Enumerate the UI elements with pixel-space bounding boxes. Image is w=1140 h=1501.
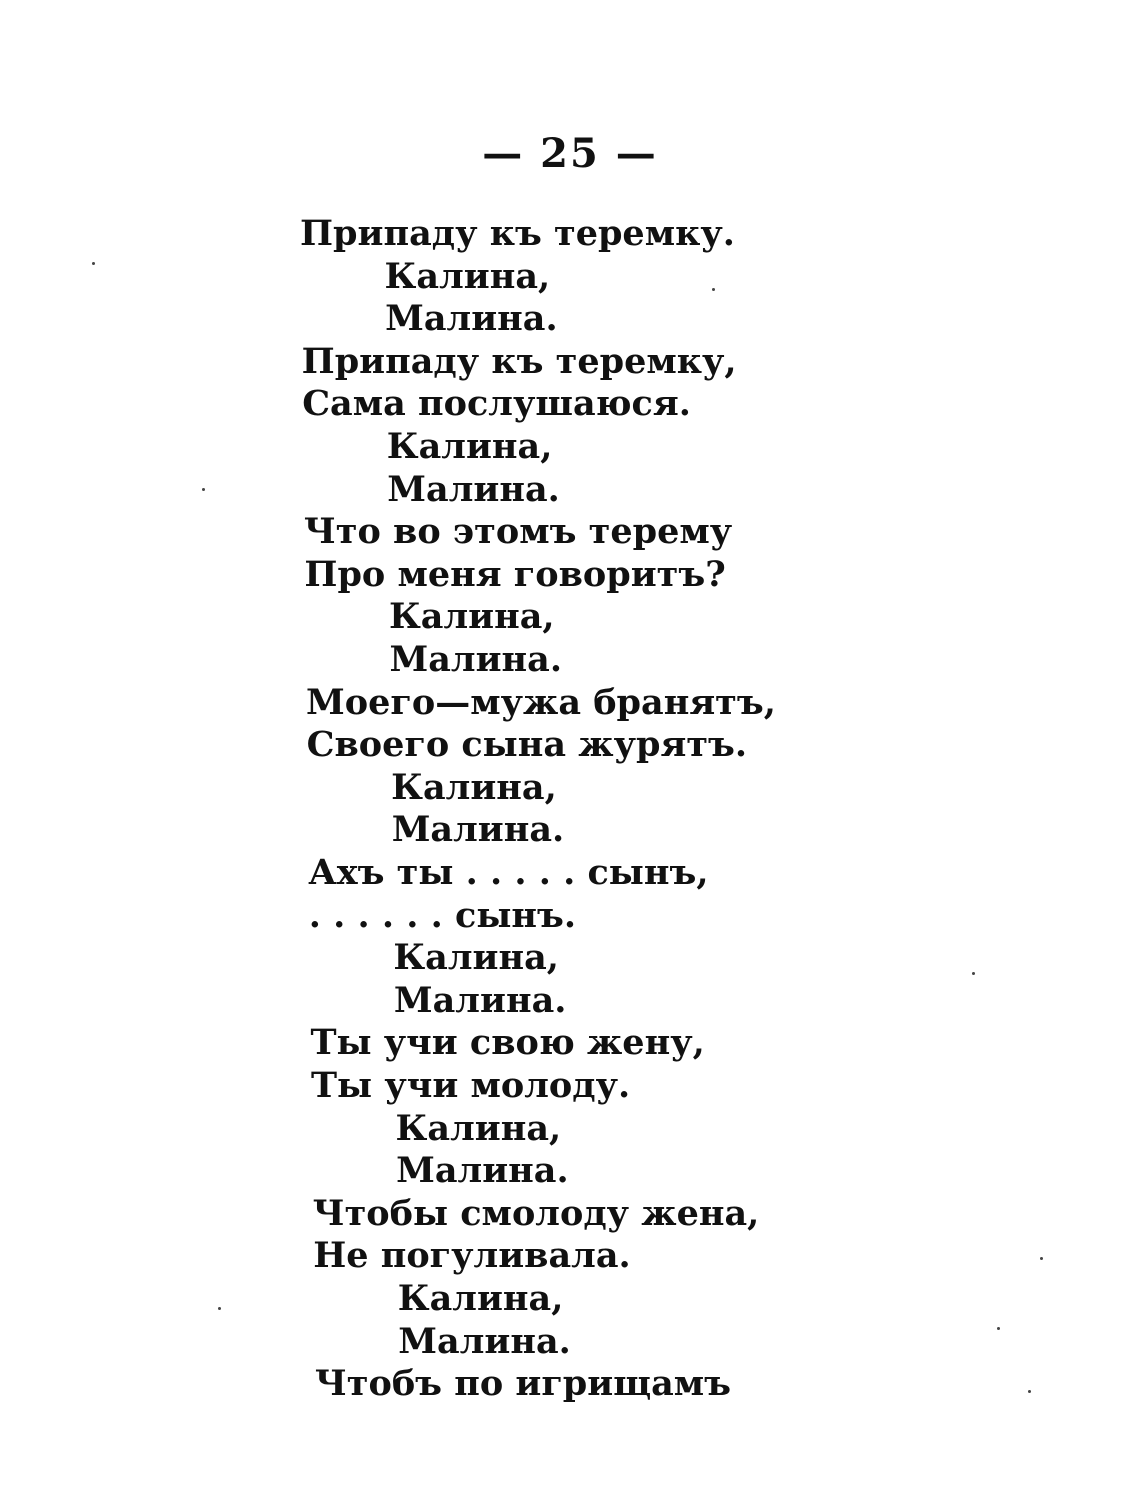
scan-speck: [997, 1327, 1000, 1330]
poem-line-refrain: Малина.: [398, 1320, 571, 1362]
page-number: — 25 —: [482, 130, 658, 177]
scan-speck: [202, 488, 205, 491]
poem-line: Припаду къ теремку.: [300, 213, 735, 254]
poem-line: Чтобы смолоду жена,: [312, 1192, 760, 1234]
scan-speck: [218, 1307, 221, 1310]
poem-line: Своего сына журятъ.: [306, 724, 748, 766]
poem-line-refrain: Малина.: [393, 979, 567, 1021]
poem-line-refrain: Малина.: [385, 298, 558, 340]
poem-line: Сама послушаюся.: [302, 383, 691, 425]
poem-line-refrain: Калина,: [388, 596, 555, 638]
poem-line-refrain: Калина,: [393, 937, 559, 979]
poem-line: Припаду къ теремку,: [301, 340, 737, 382]
poem-line-refrain: Калина,: [397, 1278, 564, 1319]
poem-line-refrain: Малина.: [387, 468, 560, 510]
poem-line-refrain: Калина,: [386, 426, 553, 467]
poem-line-refrain: Малина.: [391, 809, 565, 851]
poem-line: Что во этомъ терему: [303, 511, 733, 553]
poem-line-refrain: Калина,: [384, 255, 551, 297]
poem-line: Чтобъ по игрищамъ: [314, 1363, 731, 1405]
poem-line: Ты учи свою жену,: [310, 1022, 705, 1064]
poem-line: . . . . . . сынъ.: [308, 894, 577, 936]
scan-speck: [972, 972, 975, 975]
poem-line-refrain: Малина.: [389, 639, 563, 680]
poem-line-refrain: Калина,: [391, 766, 557, 808]
poem-line: Ахъ ты . . . . . сынъ,: [308, 852, 709, 893]
poem-line: Моего—мужа бранятъ,: [306, 681, 776, 723]
scan-speck: [1028, 1390, 1031, 1393]
poem-line: Не погуливала.: [313, 1235, 631, 1277]
scan-speck: [92, 262, 95, 265]
scan-speck: [712, 288, 715, 291]
poem-line-refrain: Малина.: [396, 1150, 569, 1192]
poem-line-refrain: Калина,: [395, 1107, 562, 1149]
poem-line: Ты учи молоду.: [311, 1065, 631, 1106]
scan-speck: [1040, 1257, 1043, 1260]
poem-line: Про меня говоритъ?: [304, 553, 726, 595]
